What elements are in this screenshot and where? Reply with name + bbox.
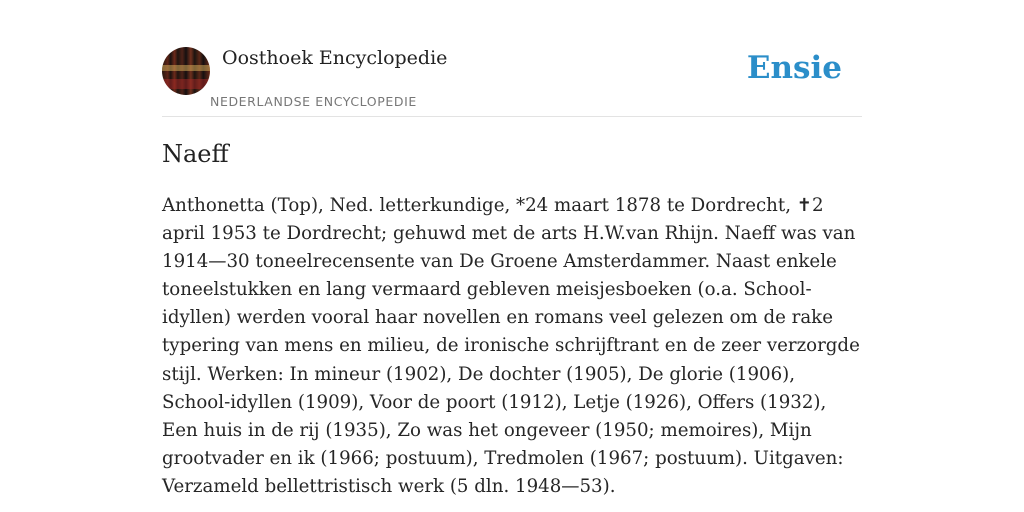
encyclopedia-books-icon[interactable] — [162, 47, 210, 95]
brand-logo[interactable]: Ensie — [746, 50, 842, 86]
site-subtitle: NEDERLANDSE ENCYCLOPEDIE — [210, 94, 417, 109]
entry-title: Naeff — [162, 140, 229, 168]
site-header — [162, 44, 862, 117]
site-title[interactable]: Oosthoek Encyclopedie — [222, 47, 448, 69]
entry-body: Anthonetta (Top), Ned. letterkundige, *24 maart 1878 te Dordrecht, ✝2 april 1953 te Dordrecht; gehuwd met de arts H.W.van Rhijn. Naeff was van 1914—30 toneelrecensente van De Groene Amsterdammer. Naast enkele toneelstukken en lang vermaard gebleven meisjesboeken (o.a. School-idyllen) werden vooral haar novellen en romans veel gelezen om de rake typering van mens en milieu, de ironische schrijftrant en de zeer verzorgde stijl. Werken: In mineur (1902), De dochter (1905), De glorie (1906), School-idyllen (1909), Voor de poort (1912), Letje (1926), Offers (1932), Een huis in de rij (1935), Zo was het ongeveer (1950; memoires), Mijn grootvader en ik (1966; postuum), Tredmolen (1967; postuum). Uitgaven: Verzameld bellettristisch werk (5 dln. 1948—53). — [162, 195, 860, 497]
